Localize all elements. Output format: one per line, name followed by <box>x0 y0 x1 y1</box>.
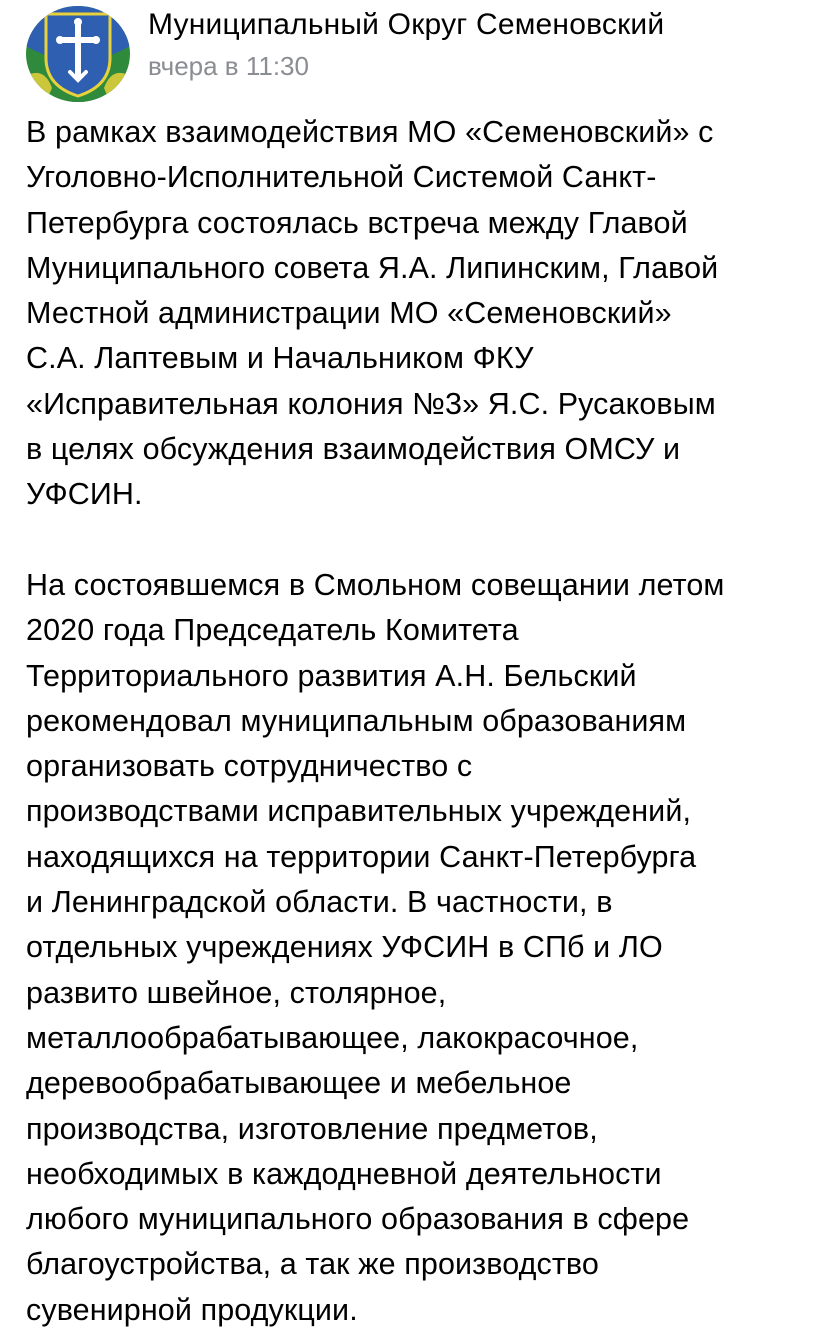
post-time[interactable]: вчера в 11:30 <box>148 51 309 81</box>
post-paragraph-1: В рамках взаимодействия МО «Семеновский» с Уголовно-Исполнительной Системой Санкт- Петербурга состоялась встреча между Главой Муниципального совета Я.А. Липинским, Главой Местной администрации МО «Семеновский» С.А. Лаптевым и Начальником ФКУ «Исправительная колония №3» Я.С. Русаковым в целях обсуждения взаимодействия ОМСУ и УФСИН. <box>26 115 719 512</box>
post-paragraph-2: На состоявшемся в Смольном совещании летом 2020 года Председатель Комитета Территориального развития А.Н. Бельский рекомендовал муниципальным образованиям организовать сотрудничество с производствами исправительных учреждений, находящихся на территории Санкт-Петербурга и Ленинградской области. В частности, в отдельных учреждениях УФСИН в СПб и ЛО развито швейное, столярное, металлообрабатывающее, лакокрасочное, деревообрабатывающее и мебельное производства, изготовление предметов, необходимых в каждодневной деятельности любого муниципального образования в сфере благоустройства, а так же производство сувенирной продукции. <box>26 567 725 1327</box>
paragraph-gap <box>26 518 816 563</box>
author-name[interactable]: Муниципальный Округ Семеновский <box>148 8 665 41</box>
post-header <box>20 6 810 102</box>
author-block <box>148 6 664 84</box>
post-body <box>26 110 816 1333</box>
coat-of-arms-icon <box>26 6 130 102</box>
avatar[interactable] <box>26 6 130 102</box>
